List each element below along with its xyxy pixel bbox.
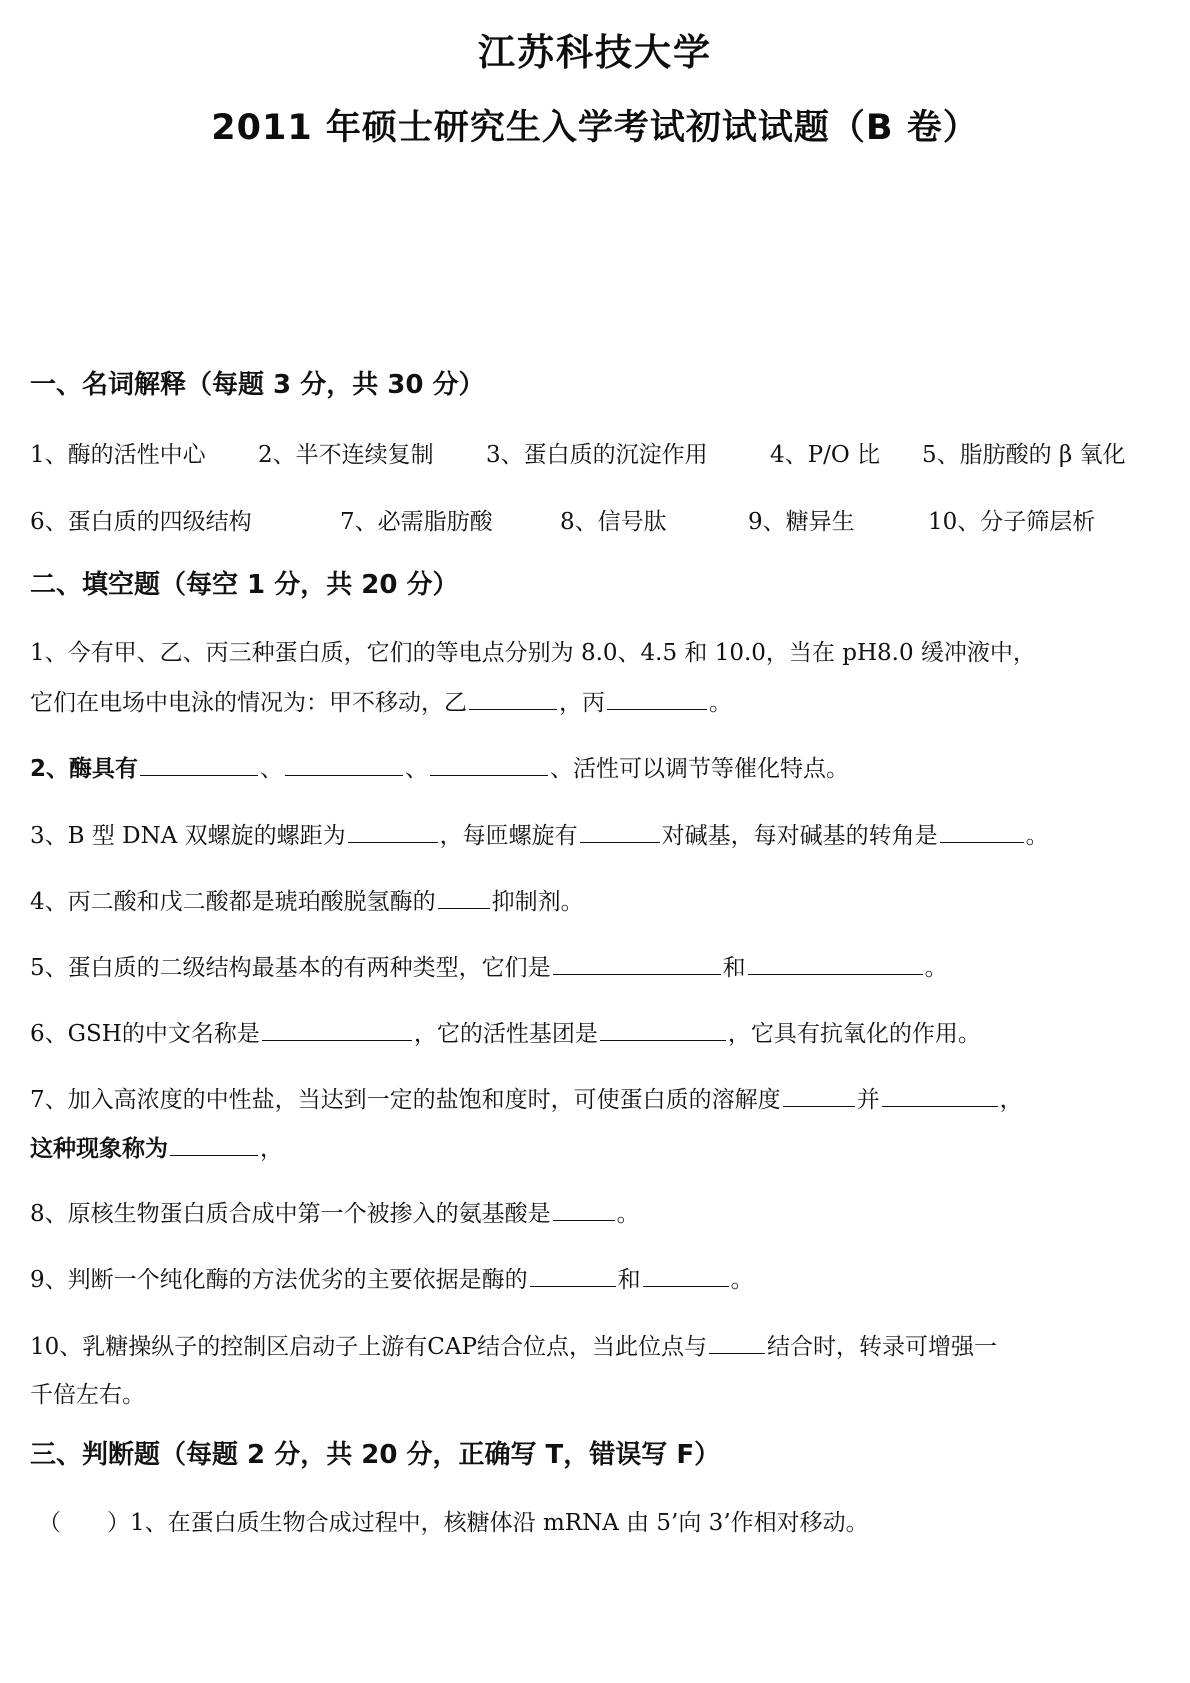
- q2-text-d: 、活性可以调节等催化特点。: [550, 756, 850, 782]
- answer-blank[interactable]: [553, 952, 721, 975]
- terms-row-1: [30, 440, 1170, 470]
- answer-blank[interactable]: [553, 1198, 615, 1221]
- fill-q6: [30, 1018, 1170, 1049]
- term-item: 9、糖异生: [748, 509, 855, 535]
- q7-text-d: 这种现象称为: [30, 1136, 168, 1162]
- fill-q5: [30, 952, 1170, 983]
- judge-answer-paren[interactable]: （ ）: [38, 1510, 130, 1536]
- answer-blank[interactable]: [438, 886, 490, 909]
- q10-text-b: 结合时，转录可增强一: [766, 1334, 997, 1360]
- q5-text-a: 5、蛋白质的二级结构最基本的有两种类型，它们是: [30, 955, 551, 981]
- q1-text-c: 。: [709, 690, 732, 716]
- q10-text-a: 10、乳糖操纵子的控制区启动子上游有CAP结合位点，当此位点与: [30, 1334, 707, 1360]
- term-item: 6、蛋白质的四级结构: [30, 509, 252, 535]
- q2-text-a: 2、酶具有: [30, 756, 139, 782]
- q7-text-b: 并: [856, 1087, 880, 1113]
- q8-text-b: 。: [616, 1201, 640, 1227]
- q2-text-b: 、: [260, 756, 284, 782]
- answer-blank[interactable]: [530, 1264, 616, 1287]
- fill-q9: [30, 1264, 1170, 1295]
- q3-text-d: 。: [1025, 823, 1049, 849]
- terms-row-2: [30, 507, 1170, 537]
- q5-text-b: 和: [722, 955, 746, 981]
- answer-blank[interactable]: [643, 1264, 729, 1287]
- fill-q7-line2: [30, 1133, 1170, 1164]
- q3-text-a: 3、B 型 DNA 双螺旋的螺距为: [30, 823, 346, 849]
- term-item: 1、酶的活性中心: [30, 442, 206, 468]
- q7-text-e: ，: [260, 1136, 283, 1162]
- answer-blank[interactable]: [940, 820, 1024, 843]
- q4-text-b: 抑制剂。: [491, 889, 584, 915]
- q8-text-a: 8、原核生物蛋白质合成中第一个被掺入的氨基酸是: [30, 1201, 551, 1227]
- answer-blank[interactable]: [140, 753, 258, 776]
- q9-text-b: 和: [617, 1267, 641, 1293]
- fill-q3: [30, 820, 1170, 851]
- term-item: 8、信号肽: [560, 509, 667, 535]
- fill-q10-line2: 千倍左右。: [30, 1382, 145, 1408]
- answer-blank[interactable]: [285, 753, 403, 776]
- section1-heading: 一、名词解释（每题 3 分，共 30 分）: [30, 370, 485, 400]
- q9-text-a: 9、判断一个纯化酶的方法优劣的主要依据是酶的: [30, 1267, 528, 1293]
- q5-text-c: 。: [924, 955, 948, 981]
- judge-q1: [38, 1508, 1170, 1538]
- q3-text-b: ，每匝螺旋有: [439, 823, 578, 849]
- q1-text-b: ，丙: [559, 690, 605, 716]
- q1-text-a: 它们在电场中电泳的情况为：甲不移动，乙: [30, 690, 467, 716]
- answer-blank[interactable]: [348, 820, 438, 843]
- fill-q7-line1: [30, 1084, 1170, 1115]
- q2-text-c: 、: [405, 756, 429, 782]
- term-item: 10、分子筛层析: [928, 509, 1096, 535]
- q4-text-a: 4、丙二酸和戊二酸都是琥珀酸脱氢酶的: [30, 889, 436, 915]
- fill-q2: [30, 753, 1170, 784]
- answer-blank[interactable]: [580, 820, 660, 843]
- q6-text-b: ，它的活性基团是: [413, 1021, 598, 1047]
- answer-blank[interactable]: [262, 1018, 412, 1041]
- fill-q10-line1: [30, 1331, 1170, 1362]
- term-item: 5、脂肪酸的 β 氧化: [922, 442, 1126, 468]
- fill-q4: [30, 886, 1170, 917]
- q7-text-a: 7、加入高浓度的中性盐，当达到一定的盐饱和度时，可使蛋白质的溶解度: [30, 1087, 781, 1113]
- q6-text-a: 6、GSH的中文名称是: [30, 1021, 260, 1047]
- term-item: 3、蛋白质的沉淀作用: [486, 442, 708, 468]
- answer-blank[interactable]: [709, 1331, 765, 1354]
- fill-q1-line1: 1、今有甲、乙、丙三种蛋白质，它们的等电点分别为 8.0、4.5 和 10.0，当在 pH8.0 缓冲液中，: [30, 640, 1036, 666]
- fill-q8: [30, 1198, 1170, 1229]
- section3-heading: 三、判断题（每题 2 分，共 20 分，正确写 T，错误写 F）: [30, 1440, 721, 1470]
- judge-q1-text: 1、在蛋白质生物合成过程中，核糖体沿 mRNA 由 5’向 3’作相对移动。: [130, 1510, 869, 1536]
- answer-blank[interactable]: [783, 1084, 855, 1107]
- answer-blank[interactable]: [170, 1133, 258, 1156]
- fill-q1-line2: [30, 687, 1170, 718]
- answer-blank[interactable]: [748, 952, 923, 975]
- university-title: 江苏科技大学: [478, 31, 712, 74]
- answer-blank[interactable]: [607, 687, 707, 710]
- answer-blank[interactable]: [600, 1018, 726, 1041]
- term-item: 2、半不连续复制: [258, 442, 434, 468]
- term-item: 4、P/O 比: [770, 442, 881, 468]
- term-item: 7、必需脂肪酸: [340, 509, 493, 535]
- q9-text-c: 。: [730, 1267, 754, 1293]
- q3-text-c: 对碱基，每对碱基的转角是: [661, 823, 938, 849]
- q7-text-c: ，: [999, 1087, 1023, 1113]
- answer-blank[interactable]: [469, 687, 557, 710]
- answer-blank[interactable]: [882, 1084, 998, 1107]
- answer-blank[interactable]: [430, 753, 548, 776]
- exam-title: 2011 年硕士研究生入学考试初试试题（B 卷）: [211, 108, 979, 148]
- q6-text-c: ，它具有抗氧化的作用。: [727, 1021, 981, 1047]
- section2-heading: 二、填空题（每空 1 分，共 20 分）: [30, 570, 459, 600]
